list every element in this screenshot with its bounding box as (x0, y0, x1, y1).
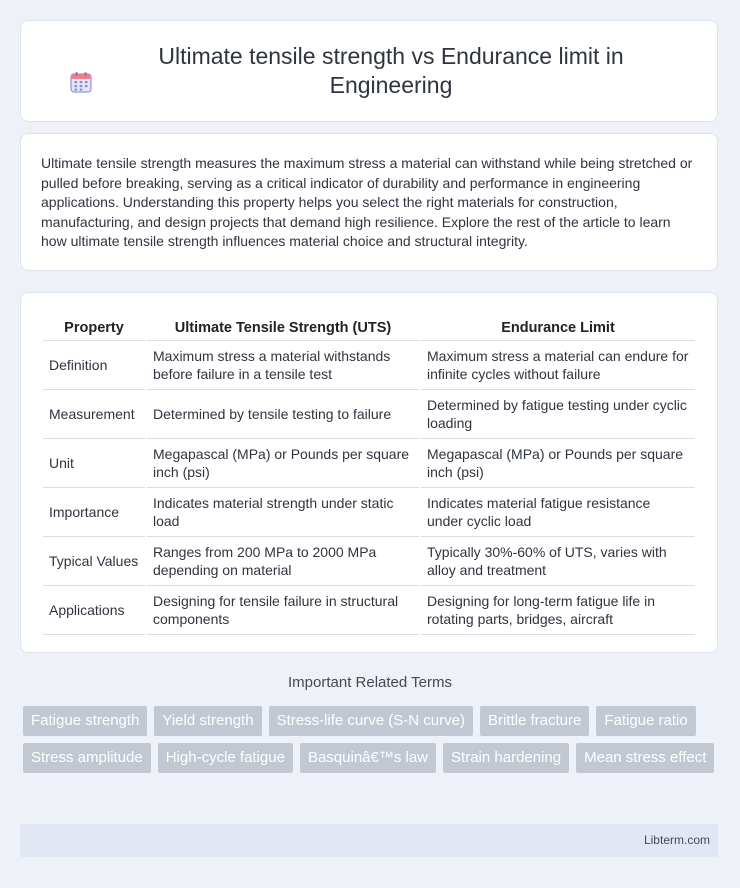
intro-card (20, 133, 718, 271)
table-cell: Measurement (43, 390, 145, 439)
header-card (20, 20, 718, 122)
intro-text: Ultimate tensile strength measures the maximum stress a material can withstand while being stretched or pulled before breaking, serving as a critical indicator of durability and performance in engineering applications. Understanding this property helps you select the right materials for construction, manufacturing, and design projects that demand high resilience. Explore the rest of the article to learn how ultimate tensile strength influences material choice and structural integrity. (41, 155, 693, 250)
table-cell: Importance (43, 488, 145, 537)
table-row (43, 586, 695, 635)
footer (20, 824, 718, 857)
tag-high-cycle-fatigue[interactable]: High-cycle fatigue (158, 743, 293, 773)
tag-fatigue-strength[interactable]: Fatigue strength (23, 706, 147, 736)
table-cell: Determined by tensile testing to failure (147, 390, 419, 439)
table-row (43, 341, 695, 390)
table-cell: Megapascal (MPa) or Pounds per square inch (psi) (147, 439, 419, 488)
tag-strain-hardening[interactable]: Strain hardening (443, 743, 569, 773)
tag-brittle-fracture[interactable]: Brittle fracture (480, 706, 589, 736)
table-cell: Designing for long-term fatigue life in rotating parts, bridges, aircraft (421, 586, 695, 635)
tag-stress-amplitude[interactable]: Stress amplitude (23, 743, 151, 773)
page-title: Ultimate tensile strength vs Endurance limit in Engineering (158, 43, 624, 98)
table-cell: Definition (43, 341, 145, 390)
table-row (43, 488, 695, 537)
table-cell: Designing for tensile failure in structural components (147, 586, 419, 635)
column-header: Property (43, 315, 145, 341)
tag-fatigue-ratio[interactable]: Fatigue ratio (596, 706, 695, 736)
table-row (43, 439, 695, 488)
table-cell: Determined by fatigue testing under cyclic loading (421, 390, 695, 439)
related-terms-list (23, 706, 723, 773)
column-header: Endurance Limit (421, 315, 695, 341)
table-header-row (43, 315, 695, 341)
table-cell: Unit (43, 439, 145, 488)
table-cell: Typically 30%-60% of UTS, varies with alloy and treatment (421, 537, 695, 586)
table-cell: Applications (43, 586, 145, 635)
comparison-card (20, 292, 718, 653)
table-row (43, 537, 695, 586)
calendar-icon (69, 70, 93, 94)
comparison-table (41, 315, 697, 635)
table-cell: Maximum stress a material withstands before failure in a tensile test (147, 341, 419, 390)
table-cell: Maximum stress a material can endure for infinite cycles without failure (421, 341, 695, 390)
table-cell: Ranges from 200 MPa to 2000 MPa depending on material (147, 537, 419, 586)
tag-mean-stress-effect[interactable]: Mean stress effect (576, 743, 714, 773)
tag-yield-strength[interactable]: Yield strength (154, 706, 261, 736)
table-row (43, 390, 695, 439)
footer-site-link[interactable]: Libterm.com (643, 833, 710, 847)
tag-basquins-law[interactable]: Basquinâ€™s law (300, 743, 436, 773)
tag-stress-life-curve[interactable]: Stress-life curve (S-N curve) (269, 706, 473, 736)
table-cell: Typical Values (43, 537, 145, 586)
column-header: Ultimate Tensile Strength (UTS) (147, 315, 419, 341)
table-cell: Indicates material fatigue resistance under cyclic load (421, 488, 695, 537)
table-cell: Megapascal (MPa) or Pounds per square inch (psi) (421, 439, 695, 488)
related-terms-heading: Important Related Terms (288, 674, 452, 691)
table-cell: Indicates material strength under static load (147, 488, 419, 537)
